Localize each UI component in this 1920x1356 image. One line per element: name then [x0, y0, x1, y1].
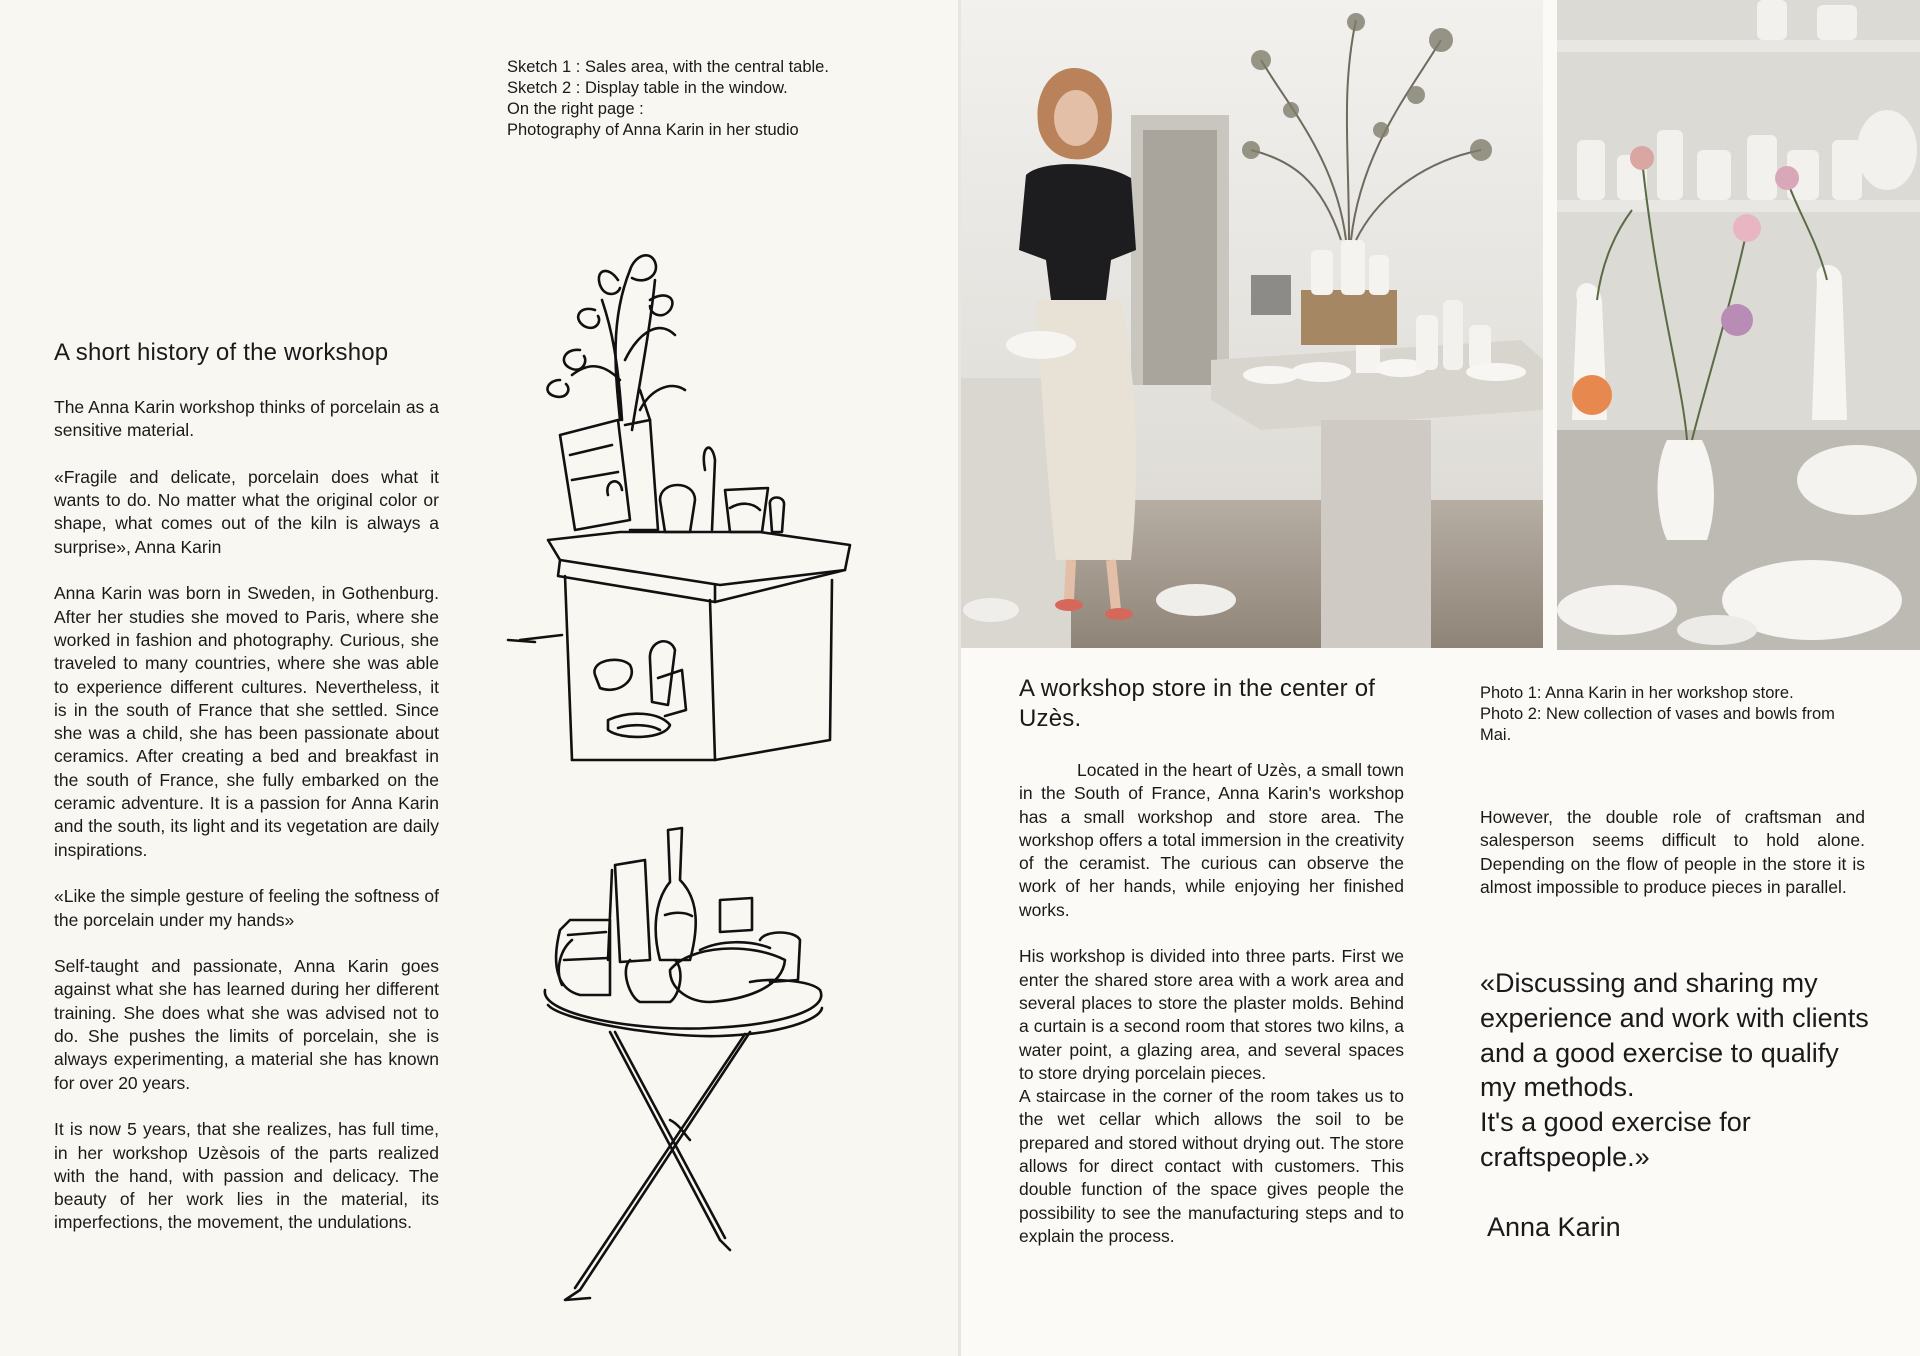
history-text	[54, 396, 439, 1235]
sketch-caption: Sketch 1 : Sales area, with the central table. Sketch 2 : Display table in the window. On the right page : Photography of Anna Karin in her studio	[507, 58, 829, 139]
side-paragraph-text: However, the double role of craftsman and salesperson seems difficult to hold alone. Depending on the flow of people in the store it is almost impossible to produce pieces in parallel.	[1480, 807, 1865, 897]
photo-caption: Photo 1: Anna Karin in her workshop store. Photo 2: New collection of vases and bowls from Mai.	[1480, 684, 1835, 744]
photo-vases-and-bowls	[1557, 0, 1920, 650]
photo-anna-karin-studio	[961, 0, 1543, 648]
history-paragraph: Self-taught and passionate, Anna Karin goes against what she has learned during her different training. She does what she was advised not to do. She pushes the limits of porcelain, she is always experimenting, a material she has known for over 20 years.	[54, 956, 439, 1093]
store-text	[1019, 759, 1404, 1248]
store-paragraph: Located in the heart of Uzès, a small town in the South of France, Anna Karin's workshop has a small workshop and store area. The workshop offers a total immersion in the creativity of the ceramist. The curious can observe the work of her hands, while enjoying her finished works.	[1019, 760, 1404, 920]
history-paragraph: It is now 5 years, that she realizes, has full time, in her workshop Uzèsois of the parts realized with the hand, with passion and delicacy. The beauty of her work lies in the material, its imperfections, the movement, the undulations.	[54, 1119, 439, 1233]
store-paragraph: A staircase in the corner of the room takes us to the wet cellar which allows the soil to be prepared and stored without drying out. The store allows for direct contact with customers. This double function of the space gives people the possibility to see the manufacturing steps and to explain the process.	[1019, 1086, 1404, 1246]
store-heading: A workshop store in the center of Uzès.	[1019, 675, 1376, 732]
left-page	[0, 0, 958, 1356]
sales-table-sketch	[500, 240, 940, 780]
history-paragraph: Anna Karin was born in Sweden, in Gothenburg. After her studies she moved to Paris, where she worked in fashion and photography. Curious, she traveled to many countries, where she was able to experience different cultures. Nevertheless, it is in the south of France that she settled. Since she was a child, she has been passionate about ceramics. After creating a bed and breakfast in the south of France, she fully embarked on the ceramic adventure. It is a passion for Anna Karin and the south, its light and its vegetation are daily inspirations.	[54, 583, 439, 860]
history-paragraph: The Anna Karin workshop thinks of porcelain as a sensitive material.	[54, 397, 439, 441]
pull-quote: «Discussing and sharing my experience and work with clients and a good exercise to qualify my methods. It's a good exercise for craftspeople.»	[1480, 968, 1869, 1172]
side-paragraph	[1480, 806, 1865, 899]
display-table-sketch	[520, 820, 850, 1320]
history-paragraph: «Fragile and delicate, porcelain does what it wants to do. No matter what the original color or shape, what comes out of the kiln is always a surprise», Anna Karin	[54, 466, 439, 557]
quote-signature: Anna Karin	[1487, 1212, 1621, 1242]
right-page	[961, 0, 1920, 1356]
history-paragraph: «Like the simple gesture of feeling the softness of the porcelain under my hands»	[54, 886, 439, 930]
store-paragraph: His workshop is divided into three parts. First we enter the shared store area with a work area and several places to store the plaster molds. Behind a curtain is a second room that stores two kilns, a water point, a glazing area, and several spaces to store drying porcelain pieces.	[1019, 946, 1404, 1083]
history-heading: A short history of the workshop	[54, 339, 389, 366]
